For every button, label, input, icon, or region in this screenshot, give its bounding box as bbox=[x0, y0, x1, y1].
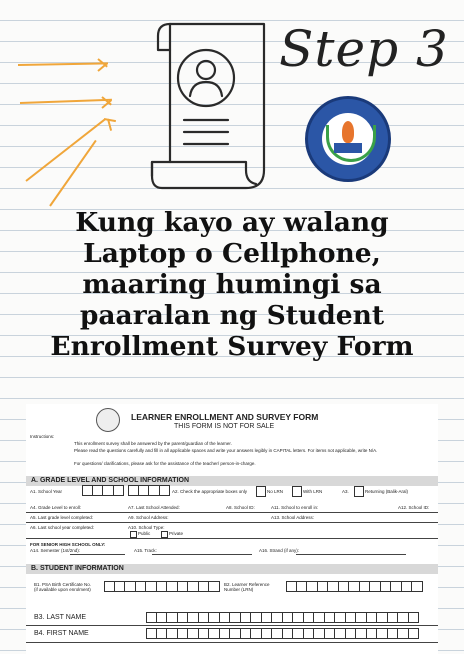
field-label: A8. School ID: bbox=[226, 505, 255, 510]
field-label: A6. Last school year completed: bbox=[30, 525, 95, 530]
field-label: B3. LAST NAME bbox=[34, 614, 87, 621]
checkbox bbox=[161, 531, 168, 538]
field-label: (if available upon enrolment) bbox=[34, 587, 91, 592]
field-label: Number (LRN) bbox=[224, 587, 254, 592]
field-label: A16. Strand (if any): bbox=[259, 548, 300, 553]
field-label: No LRN bbox=[267, 489, 284, 494]
field-label: A4. Grade Level to enroll: bbox=[30, 505, 82, 510]
instructions-label: Instructions: bbox=[30, 434, 55, 439]
deped-seal-logo bbox=[96, 408, 120, 432]
school-seal-logo bbox=[305, 96, 391, 182]
checkbox bbox=[130, 531, 137, 538]
form-subtitle: THIS FORM IS NOT FOR SALE bbox=[174, 423, 275, 430]
field-label: A10. School Type: bbox=[128, 525, 165, 530]
headline bbox=[0, 207, 464, 362]
document-person-icon bbox=[148, 20, 274, 192]
instruction-item: This enrollment survey shall be answered by the parent/guardian of the learner. bbox=[74, 441, 232, 446]
school-year-cells bbox=[128, 485, 170, 496]
field-label: A5. Last grade level completed: bbox=[30, 515, 94, 520]
enrollment-form-image bbox=[26, 404, 438, 654]
lrn-cells bbox=[286, 581, 423, 592]
section-b-header: B. STUDENT INFORMATION bbox=[26, 564, 438, 574]
first-name-cells bbox=[146, 628, 419, 639]
field-label: B4. FIRST NAME bbox=[34, 630, 89, 637]
field-label: A12. School ID: bbox=[398, 505, 430, 510]
field-label: B1. PSA Birth Certificate No. bbox=[34, 582, 92, 587]
section-a-header: A. GRADE LEVEL AND SCHOOL INFORMATION bbox=[26, 476, 438, 486]
field-label: A15. Track: bbox=[134, 548, 157, 553]
headline-line: Enrollment Survey Form bbox=[50, 331, 414, 362]
field-label: A3. bbox=[342, 489, 349, 494]
step-title: Step 3 bbox=[279, 20, 449, 78]
field-label: Private bbox=[169, 531, 184, 536]
school-year-cells bbox=[82, 485, 124, 496]
field-label: A7. Last School Attended: bbox=[128, 505, 180, 510]
last-name-cells bbox=[146, 612, 419, 623]
headline-line: Laptop o Cellphone, bbox=[83, 238, 381, 269]
psa-number-cells bbox=[104, 581, 220, 592]
field-label: A9. School Address: bbox=[128, 515, 169, 520]
form-title: LEARNER ENROLLMENT AND SURVEY FORM bbox=[131, 412, 319, 422]
headline-line: Kung kayo ay walang bbox=[75, 207, 389, 238]
checkbox bbox=[256, 486, 266, 497]
field-label: Returning (Balik-Aral) bbox=[365, 489, 409, 494]
instruction-item: For questions/ clarifications, please ask for the assistance of the teacher/ person-in-charge. bbox=[74, 461, 256, 466]
headline-line: paaralan ng Student bbox=[79, 300, 385, 331]
field-label: B2. Learner Reference bbox=[224, 582, 270, 587]
field-label: A11. School to enroll in: bbox=[271, 505, 319, 510]
field-label: A14. Semester (1st/2nd): bbox=[30, 548, 81, 553]
checkbox bbox=[354, 486, 364, 497]
checkbox bbox=[292, 486, 302, 497]
field-label: Public bbox=[138, 531, 151, 536]
field-label: A1. School Year bbox=[30, 489, 63, 494]
field-label: FOR SENIOR HIGH SCHOOL ONLY: bbox=[30, 542, 106, 547]
field-label: A2. Check the appropriate boxes only bbox=[172, 489, 248, 494]
instruction-item: Please read the questions carefully and fill in all applicable spaces and write your answers legibly in CAPITAL letters. For items not applicable, write N/A. bbox=[74, 448, 378, 453]
headline-line: maaring humingi sa bbox=[82, 269, 382, 300]
field-label: With LRN bbox=[303, 489, 323, 494]
field-label: A13. School Address: bbox=[271, 515, 315, 520]
